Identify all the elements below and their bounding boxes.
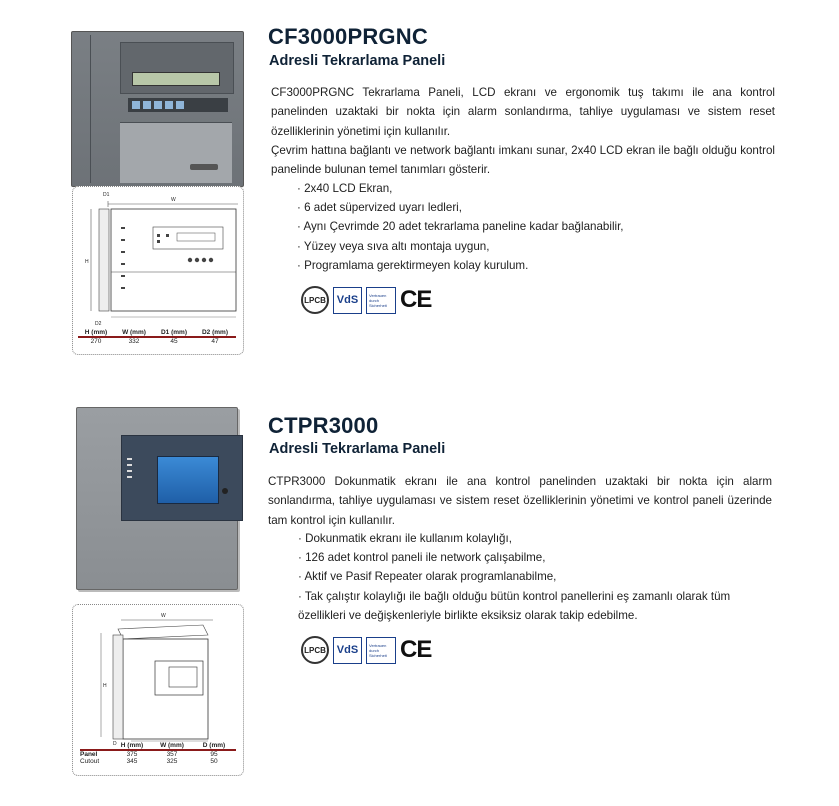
drawing-label-w: W xyxy=(161,613,166,619)
table-header: W (mm) xyxy=(122,329,146,336)
list-item: · Programlama gerektirmeyen kolay kurulum. xyxy=(297,258,529,272)
list-item: · Dokunmatik ekranı ile kullanım kolaylığı, xyxy=(298,532,512,545)
cf3000prgnc-photo xyxy=(71,31,244,187)
lcd-display xyxy=(132,72,220,86)
table-cell: 375 xyxy=(126,751,138,758)
lpcb-logo: LPCB xyxy=(301,286,329,314)
drawing-label-h: H xyxy=(103,683,107,689)
list-item: · Tak çalıştır kolaylığı ile bağlı olduğu bütün kontrol panellerini eş zamanlı olarak tüm özellikleri ve değişkenleriyle birlikte eksiksiz olarak takip edebilme. xyxy=(298,589,731,622)
table-header xyxy=(80,742,112,749)
drawing-label-d2: D2 xyxy=(95,321,102,327)
table-cell: 345 xyxy=(126,758,138,765)
product-subtitle: Adresli Tekrarlama Paneli xyxy=(269,53,446,69)
table-cell: Cutout xyxy=(80,758,100,765)
table-header: W (mm) xyxy=(160,742,184,749)
table-header-row xyxy=(80,742,236,749)
certification-logos xyxy=(301,636,431,664)
list-item: · Yüzey veya sıva altı montaja uygun, xyxy=(297,239,490,253)
ce-mark: CE xyxy=(400,286,432,313)
ctpr3000-dimension-table xyxy=(80,742,236,765)
table-header: D1 (mm) xyxy=(160,329,187,336)
product-title: CF3000PRGNC xyxy=(268,24,428,49)
feature-list xyxy=(297,179,767,275)
table-cell: 357 xyxy=(166,751,178,758)
product-description: Çevrim hattına bağlantı ve network bağlantı imkanı sunar, 2x40 LCD ekran ile bağlı olduğu kontrol panelinde bulunan temel tanımları gösterir. xyxy=(271,144,775,177)
table-cell: 47 xyxy=(211,338,219,345)
list-item: · 6 adet süpervized uyarı ledleri, xyxy=(297,201,462,215)
feature-list xyxy=(298,529,768,625)
touchscreen-display xyxy=(157,456,219,504)
drawing-label-h: H xyxy=(85,259,89,265)
ce-mark: CE xyxy=(400,636,432,663)
product-description: CF3000PRGNC Tekrarlama Paneli, LCD ekranı ve ergonomik tuş takımı ile ana kontrol panelinden uzaktaki bir nokta için alarm sonlandırma, tahliye uygulaması ve sistem reset özelliklerinin yönetimi için kullanılır. xyxy=(271,86,775,138)
vds-logo: VdS xyxy=(333,637,362,664)
list-item: · 2x40 LCD Ekran, xyxy=(297,182,393,195)
list-item: · 126 adet kontrol paneli ile network çalışabilme, xyxy=(298,551,546,565)
table-cell: 325 xyxy=(166,758,178,765)
table-row xyxy=(78,338,236,345)
drawing-label-w: W xyxy=(171,197,176,203)
list-item: · Aktif ve Pasif Repeater olarak programlanabilme, xyxy=(298,570,557,584)
lpcb-logo: LPCB xyxy=(301,636,329,664)
ctpr3000-photo xyxy=(76,407,238,590)
list-item: · Aynı Çevrimde 20 adet tekrarlama paneline kadar bağlanabilir, xyxy=(297,220,624,234)
table-cell: 332 xyxy=(128,338,140,345)
product-title: CTPR3000 xyxy=(268,413,379,438)
vds-note-logo: Vertrauen durch Sicherheit xyxy=(366,287,396,314)
table-header-row xyxy=(78,329,236,336)
certification-logos xyxy=(301,286,431,314)
table-header: D (mm) xyxy=(202,742,226,749)
vds-note-logo: Vertrauen durch Sicherheit xyxy=(366,637,396,664)
table-header: H (mm) xyxy=(120,742,144,749)
table-header: H (mm) xyxy=(84,329,108,336)
table-cell: 45 xyxy=(170,338,178,345)
table-cell: Panel xyxy=(80,751,98,758)
table-row xyxy=(80,751,236,758)
table-cell: 95 xyxy=(210,751,218,758)
product-description: CTPR3000 Dokunmatik ekranı ile ana kontrol panelinden uzaktaki bir nokta için alarm sonlandırma, tahliye uygulaması ve sistem reset özelliklerinin yönetimi ve kontrol paneli üzerinde tam kontrol için kullanılır. xyxy=(268,475,772,527)
table-header: D2 (mm) xyxy=(201,329,228,336)
cf3000prgnc-dimension-table xyxy=(78,329,236,345)
drawing-label-d: D xyxy=(113,741,117,747)
table-row xyxy=(80,758,236,765)
table-cell: 50 xyxy=(210,758,218,765)
drawing-label-d1: D1 xyxy=(103,192,110,198)
vds-logo: VdS xyxy=(333,287,362,314)
product-subtitle: Adresli Tekrarlama Paneli xyxy=(269,441,446,457)
table-cell: 270 xyxy=(90,338,102,345)
